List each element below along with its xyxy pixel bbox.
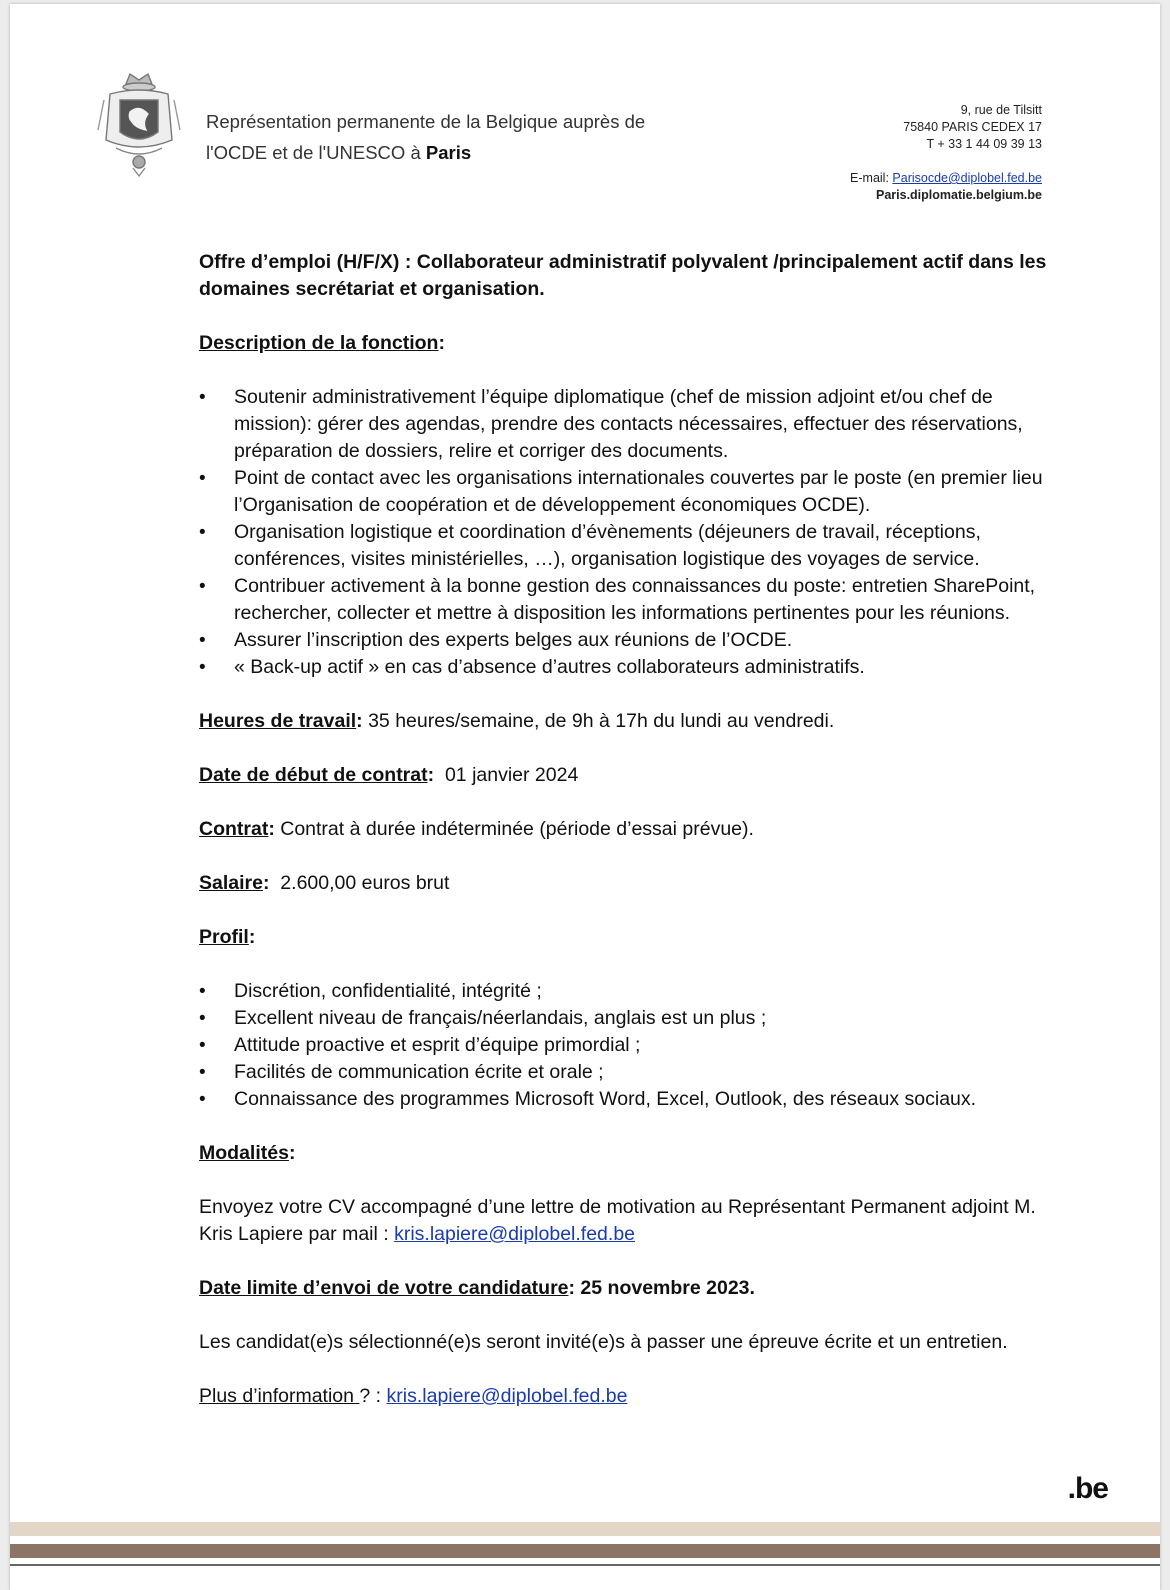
email-line xyxy=(782,170,1042,187)
organization-line-1: Représentation permanente de la Belgique auprès de xyxy=(206,111,646,132)
modalities-heading-label: Modalités xyxy=(199,1142,289,1164)
address-block xyxy=(782,102,1042,204)
list-item: • Facilités de communication écrite et orale ; xyxy=(199,1059,1059,1086)
list-item: • Organisation logistique et coordination d’évènements (déjeuners de travail, réceptions, conférences, visites ministérielles, …), organisation logistique des voyages de service. xyxy=(199,519,1059,573)
profile-heading-label: Profil xyxy=(199,926,249,948)
contract-start-date-label: Date de début de contrat xyxy=(199,764,428,786)
application-deadline-value: : 25 novembre 2023. xyxy=(568,1277,755,1299)
list-item: • « Back-up actif » en cas d’absence d’autres collaborateurs administratifs. xyxy=(199,654,1059,681)
contract-start-date-value: 01 janvier 2024 xyxy=(434,764,579,786)
list-item: • Connaissance des programmes Microsoft Word, Excel, Outlook, des réseaux sociaux. xyxy=(199,1086,1059,1113)
more-info-separator: ? : xyxy=(359,1385,387,1407)
list-item: • Excellent niveau de français/néerlandais, anglais est un plus ; xyxy=(199,1005,1059,1032)
application-email-link[interactable]: kris.lapiere@diplobel.fed.be xyxy=(394,1223,636,1245)
list-item: • Contribuer activement à la bonne gestion des connaissances du poste: entretien SharePoint, rechercher, collecter et mettre à disposition les informations pertinentes pour les réunions. xyxy=(199,573,1059,627)
modalities-instructions: Envoyez votre CV accompagné d’une lettre de motivation au Représentant Permanent adjoint M. Kris Lapiere par mail : xyxy=(199,1196,1036,1245)
working-hours: Heures de travail: 35 heures/semaine, de 9h à 17h du lundi au vendredi. xyxy=(199,710,835,732)
profile-list xyxy=(199,978,1059,1113)
more-info xyxy=(199,1383,1059,1410)
header-email-link[interactable]: Parisocde@diplobel.fed.be xyxy=(892,171,1042,185)
salary-value: 2.600,00 euros brut xyxy=(269,872,450,894)
list-item: • Discrétion, confidentialité, intégrité ; xyxy=(199,978,1059,1005)
address-street: 9, rue de Tilsitt xyxy=(960,103,1042,117)
belgian-coat-of-arms-icon xyxy=(96,70,182,178)
organization-line-2 xyxy=(206,137,706,168)
application-deadline xyxy=(199,1275,1059,1302)
organization-name xyxy=(206,106,706,168)
modalities-text xyxy=(199,1194,1059,1248)
contract-start-date: Date de début de contrat: 01 janvier 2024 xyxy=(199,764,579,786)
profile-heading: Profil: xyxy=(199,926,256,948)
job-title: Offre d’emploi (H/F/X) : Collaborateur administratif polyvalent /principalement actif dans les domaines secrétariat et organisation. xyxy=(199,251,1047,300)
contract-type-value: Contrat à durée indéterminée (période d’essai prévue). xyxy=(274,818,754,840)
footer-band-line xyxy=(10,1564,1160,1566)
footer-band-dark xyxy=(10,1544,1160,1558)
organization-line-2-prefix: l'OCDE et de l'UNESCO à xyxy=(206,142,426,163)
salary-label: Salaire xyxy=(199,872,263,894)
selection-note: Les candidat(e)s sélectionné(e)s seront invité(e)s à passer une épreuve écrite et un entretien. xyxy=(199,1331,1008,1353)
footer-band-light xyxy=(10,1522,1160,1536)
organization-city: Paris xyxy=(425,142,472,163)
description-list xyxy=(199,384,1059,681)
document-page xyxy=(10,4,1160,1590)
phone-number: T + 33 1 44 09 39 13 xyxy=(926,137,1042,151)
list-item: • Soutenir administrativement l’équipe diplomatique (chef de mission adjoint et/ou chef de mission): gérer des agendas, prendre des contacts nécessaires, effectuer des réservations, préparation de dossiers, relire et corriger des documents. xyxy=(199,384,1059,465)
more-info-email-link[interactable]: kris.lapiere@diplobel.fed.be xyxy=(386,1385,628,1407)
be-logo: .be xyxy=(1067,1472,1108,1505)
list-item: • Point de contact avec les organisations internationales couvertes par le poste (en premier lieu l’Organisation de coopération et de développement économiques OCDE). xyxy=(199,465,1059,519)
working-hours-label: Heures de travail xyxy=(199,710,357,732)
description-heading: Description de la fonction: xyxy=(199,332,445,354)
modalities-heading: Modalités: xyxy=(199,1142,296,1164)
list-item: • Assurer l’inscription des experts belges aux réunions de l’OCDE. xyxy=(199,627,1059,654)
more-info-label: Plus d’information xyxy=(199,1385,360,1407)
contract-type: Contrat: Contrat à durée indéterminée (période d’essai prévue). xyxy=(199,818,754,840)
email-label: E-mail: xyxy=(850,171,893,185)
website-url: Paris.diplomatie.belgium.be xyxy=(875,188,1042,202)
salary: Salaire: 2.600,00 euros brut xyxy=(199,872,450,894)
contract-type-label: Contrat xyxy=(199,818,269,840)
list-item: • Attitude proactive et esprit d’équipe primordial ; xyxy=(199,1032,1059,1059)
address-city: 75840 PARIS CEDEX 17 xyxy=(903,120,1042,134)
working-hours-value: 35 heures/semaine, de 9h à 17h du lundi au vendredi. xyxy=(362,710,835,732)
application-deadline-label: Date limite d’envoi de votre candidature xyxy=(199,1277,569,1299)
description-heading-label: Description de la fonction xyxy=(199,332,439,354)
job-offer-body xyxy=(199,249,1059,1437)
